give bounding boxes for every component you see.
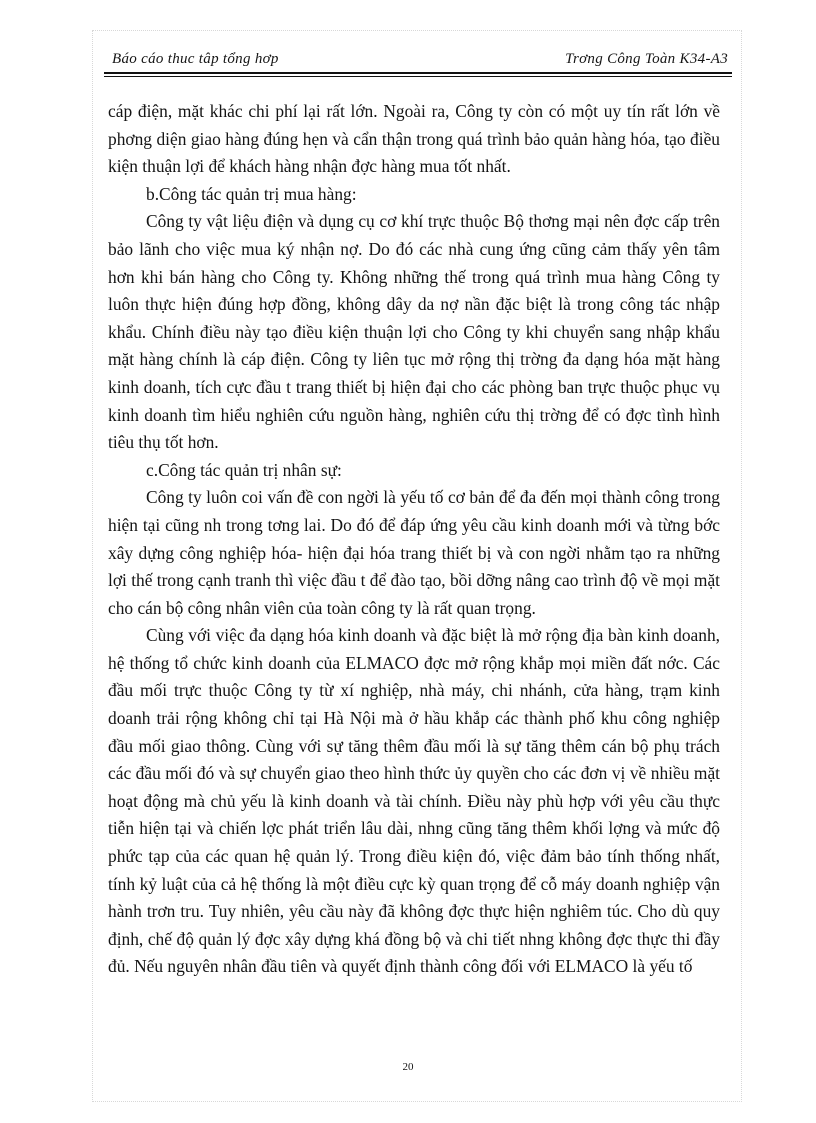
- header-author: Trơng Công Toàn K34-A3: [565, 51, 728, 67]
- paragraph-personnel: Công ty luôn coi vấn đề con ngời là yếu tố cơ bản để đa đến mọi thành công trong hiện tại cũng nh trong tơng lai. Do đó để đáp ứng yêu cầu kinh doanh mới và từng bớc xây dựng công nghiệp hóa- hiện đại hóa trang thiết bị và con ngời nhằm tạo ra những lợi thế trong cạnh tranh thì việc đầu t để đào tạo, bồi dỡng nâng cao trình độ về mọi mặt cho cán bộ công nhân viên của toàn công ty là rất quan trọng.: [108, 487, 720, 618]
- paragraph-purchasing: Công ty vật liệu điện và dụng cụ cơ khí trực thuộc Bộ thơng mại nên đợc cấp trên bảo lãnh cho việc mua ký nhận nợ. Do đó các nhà cung ứng cũng cảm thấy yên tâm hơn khi bán hàng cho Công ty. Không những thế trong quá trình mua hàng Công ty luôn thực hiện đúng hợp đồng, không dây da nợ nần đặc biệt là trong công tác nhập khẩu. Chính điều này tạo điều kiện thuận lợi cho Công ty khi chuyển sang nhập khẩu mặt hàng chính là cáp điện. Công ty liên tục mở rộng thị trờng đa dạng hóa mặt hàng kinh doanh, tích cực đầu t trang thiết bị hiện đại cho các phòng ban trực thuộc phục vụ kinh doanh tìm hiểu nghiên cứu nguồn hàng, nghiên cứu thị trờng để có đợc tình hình tiêu thụ tốt hơn.: [108, 211, 720, 453]
- paragraph-organization: Cùng với việc đa dạng hóa kinh doanh và đặc biệt là mở rộng địa bàn kinh doanh, hệ thống tổ chức kinh doanh của ELMACO đợc mở rộng khắp mọi miền đất nớc. Các đầu mối trực thuộc Công ty từ xí nghiệp, nhà máy, chi nhánh, cửa hàng, trạm kinh doanh trải rộng không chỉ tại Hà Nội mà ở hầu khắp các thành phố khu công nghiệp đầu mối giao thông. Cùng với sự tăng thêm đầu mối là sự tăng thêm cán bộ phụ trách các đầu mối đó và sự chuyển giao theo hình thức ủy quyền cho các đơn vị về nhiều mặt hoạt động mà chủ yếu là kinh doanh và tài chính. Điều này phù hợp với yêu cầu thực tiễn hiện tại và chiến lợc phát triển lâu dài, nhng cũng tăng thêm khối lợng và mức độ phức tạp của các quan hệ quản lý. Trong điều kiện đó, việc đảm bảo tính thống nhất, tính kỷ luật của cả hệ thống là một điều cực kỳ quan trọng để cỗ máy doanh nghiệp vận hành trơn tru. Tuy nhiên, yêu cầu này đã không đợc thực hiện nghiêm túc. Cho dù quy định, chế độ quản lý đợc xây dựng khá đồng bộ và chi tiết nhng không đợc thực thi đầy đủ. Nếu nguyên nhân đầu tiên và quyết định thành công đối với ELMACO là yếu tố: [108, 625, 720, 977]
- section-heading-personnel: c.Công tác quản trị nhân sự:: [146, 459, 342, 480]
- paragraph-continuation: cáp điện, mặt khác chi phí lại rất lớn. Ngoài ra, Công ty còn có một uy tín rất lớn về phơng diện giao hàng đúng hẹn và cẩn thận trong quá trình bảo quản hàng hóa, tạo điều kiện thuận lợi để khách hàng nhận đợc hàng mua tốt nhất.: [108, 101, 720, 177]
- header-report-title: Báo cáo thuc tâp tổng hơp: [112, 51, 279, 67]
- section-heading-purchasing: b.Công tác quản trị mua hàng:: [146, 183, 357, 204]
- document-body: [108, 98, 720, 981]
- header-rule-thin: [104, 76, 732, 77]
- page-number: 20: [402, 1061, 414, 1073]
- page-header: [104, 47, 732, 77]
- header-rule: [104, 72, 732, 74]
